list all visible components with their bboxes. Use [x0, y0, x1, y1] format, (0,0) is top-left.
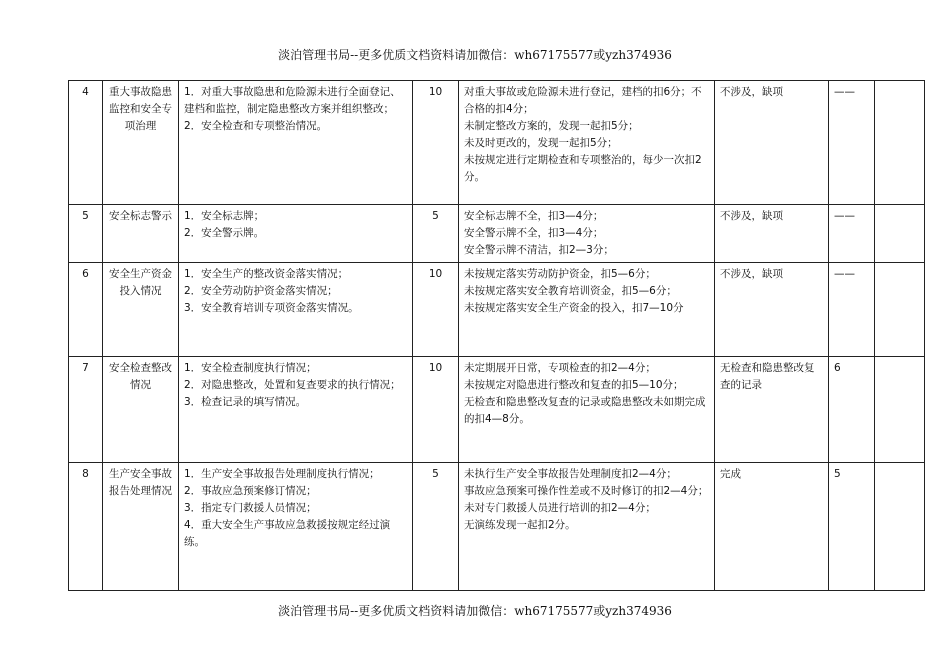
deduction: 5 — [829, 463, 875, 591]
item-contents-line: 4．重大安全生产事故应急救援按规定经过演练。 — [184, 519, 391, 548]
item-contents-line: 2．事故应急预案修订情况； — [184, 485, 317, 497]
check-result: 无检查和隐患整改复查的记录 — [715, 357, 829, 463]
scoring-criteria-line: 未执行生产安全事故报告处理制度扣2—4分； — [464, 468, 677, 480]
item-contents — [179, 463, 413, 591]
row-number: 6 — [69, 263, 103, 357]
scoring-criteria-line: 安全警示牌不全，扣3—4分； — [464, 227, 604, 239]
scoring-criteria-line: 对重大事故或危险源未进行登记，建档的扣6分；不合格的扣4分； — [464, 86, 702, 115]
standard-score: 5 — [413, 463, 459, 591]
check-result: 完成 — [715, 463, 829, 591]
row-number: 4 — [69, 81, 103, 205]
deduction: —— — [829, 81, 875, 205]
item-contents-line: 2．对隐患整改，处置和复查要求的执行情况； — [184, 379, 401, 391]
item-contents — [179, 263, 413, 357]
item-contents-line: 2．安全检查和专项整治情况。 — [184, 120, 328, 132]
remarks — [875, 357, 925, 463]
scoring-criteria-line: 未按规定落实安全教育培训资金，扣5—6分； — [464, 285, 677, 297]
deduction: —— — [829, 263, 875, 357]
row-number: 7 — [69, 357, 103, 463]
page-footer: 淡泊管理书局--更多优质文档资料请加微信：wh67175577或yzh374936 — [278, 604, 672, 618]
scoring-criteria-line: 事故应急预案可操作性差或不及时修订的扣2—4分； — [464, 485, 709, 497]
scoring-criteria-line: 未及时更改的，发现一起扣5分； — [464, 137, 618, 149]
scoring-criteria — [459, 463, 715, 591]
scoring-criteria-line: 未制定整改方案的，发现一起扣5分； — [464, 120, 639, 132]
item-contents — [179, 205, 413, 263]
item-name: 安全检查整改情况 — [103, 357, 179, 463]
check-result: 不涉及，缺项 — [715, 81, 829, 205]
scoring-criteria — [459, 81, 715, 205]
table-row — [69, 357, 925, 463]
remarks — [875, 81, 925, 205]
scoring-criteria-line: 未按规定落实安全生产资金的投入，扣7—10分 — [464, 302, 684, 314]
scoring-criteria-line: 安全警示牌不清洁，扣2—3分； — [464, 244, 614, 256]
item-contents — [179, 81, 413, 205]
row-number: 5 — [69, 205, 103, 263]
remarks — [875, 463, 925, 591]
scoring-criteria — [459, 357, 715, 463]
table-row — [69, 263, 925, 357]
check-result: 不涉及，缺项 — [715, 263, 829, 357]
scoring-criteria — [459, 263, 715, 357]
scoring-criteria — [459, 205, 715, 263]
scoring-criteria-line: 未按规定进行定期检查和专项整治的，每少一次扣2分。 — [464, 154, 702, 183]
standard-score: 10 — [413, 263, 459, 357]
deduction: 6 — [829, 357, 875, 463]
item-contents-line: 1．安全检查制度执行情况； — [184, 362, 317, 374]
item-contents-line: 1．生产安全事故报告处理制度执行情况； — [184, 468, 380, 480]
remarks — [875, 205, 925, 263]
scoring-criteria-line: 未定期展开日常，专项检查的扣2—4分； — [464, 362, 656, 374]
remarks — [875, 263, 925, 357]
item-contents-line: 2．安全劳动防护资金落实情况； — [184, 285, 338, 297]
item-name: 安全生产资金投入情况 — [103, 263, 179, 357]
check-result: 不涉及，缺项 — [715, 205, 829, 263]
scoring-criteria-line: 未对专门救援人员进行培训的扣2—4分； — [464, 502, 656, 514]
standard-score: 10 — [413, 81, 459, 205]
table-row — [69, 463, 925, 591]
item-contents-line: 3．指定专门救援人员情况； — [184, 502, 317, 514]
item-contents-line: 1．安全生产的整改资金落实情况； — [184, 268, 349, 280]
scoring-criteria-line: 安全标志牌不全，扣3—4分； — [464, 210, 604, 222]
page-header: 淡泊管理书局--更多优质文档资料请加微信：wh67175577或yzh374936 — [278, 48, 672, 62]
item-contents-line: 3．安全教育培训专项资金落实情况。 — [184, 302, 359, 314]
item-contents-line: 2．安全警示牌。 — [184, 227, 265, 239]
table-row — [69, 205, 925, 263]
standard-score: 10 — [413, 357, 459, 463]
item-name: 安全标志警示 — [103, 205, 179, 263]
safety-assessment-table — [68, 80, 925, 591]
scoring-criteria-line: 未按规定落实劳动防护资金，扣5—6分； — [464, 268, 656, 280]
item-name: 生产安全事故报告处理情况 — [103, 463, 179, 591]
scoring-criteria-line: 未按规定对隐患进行整改和复查的扣5—10分； — [464, 379, 684, 391]
table-row — [69, 81, 925, 205]
standard-score: 5 — [413, 205, 459, 263]
scoring-criteria-line: 无演练发现一起扣2分。 — [464, 519, 576, 531]
row-number: 8 — [69, 463, 103, 591]
item-name: 重大事故隐患监控和安全专项治理 — [103, 81, 179, 205]
item-contents-line: 3．检查记录的填写情况。 — [184, 396, 307, 408]
item-contents-line: 1．对重大事故隐患和危险源未进行全面登记、建档和监控，制定隐患整改方案并组织整改； — [184, 86, 401, 115]
scoring-criteria-line: 无检查和隐患整改复查的记录或隐患整改未如期完成的扣4—8分。 — [464, 396, 706, 425]
item-contents-line: 1．安全标志牌； — [184, 210, 265, 222]
deduction: —— — [829, 205, 875, 263]
item-contents — [179, 357, 413, 463]
